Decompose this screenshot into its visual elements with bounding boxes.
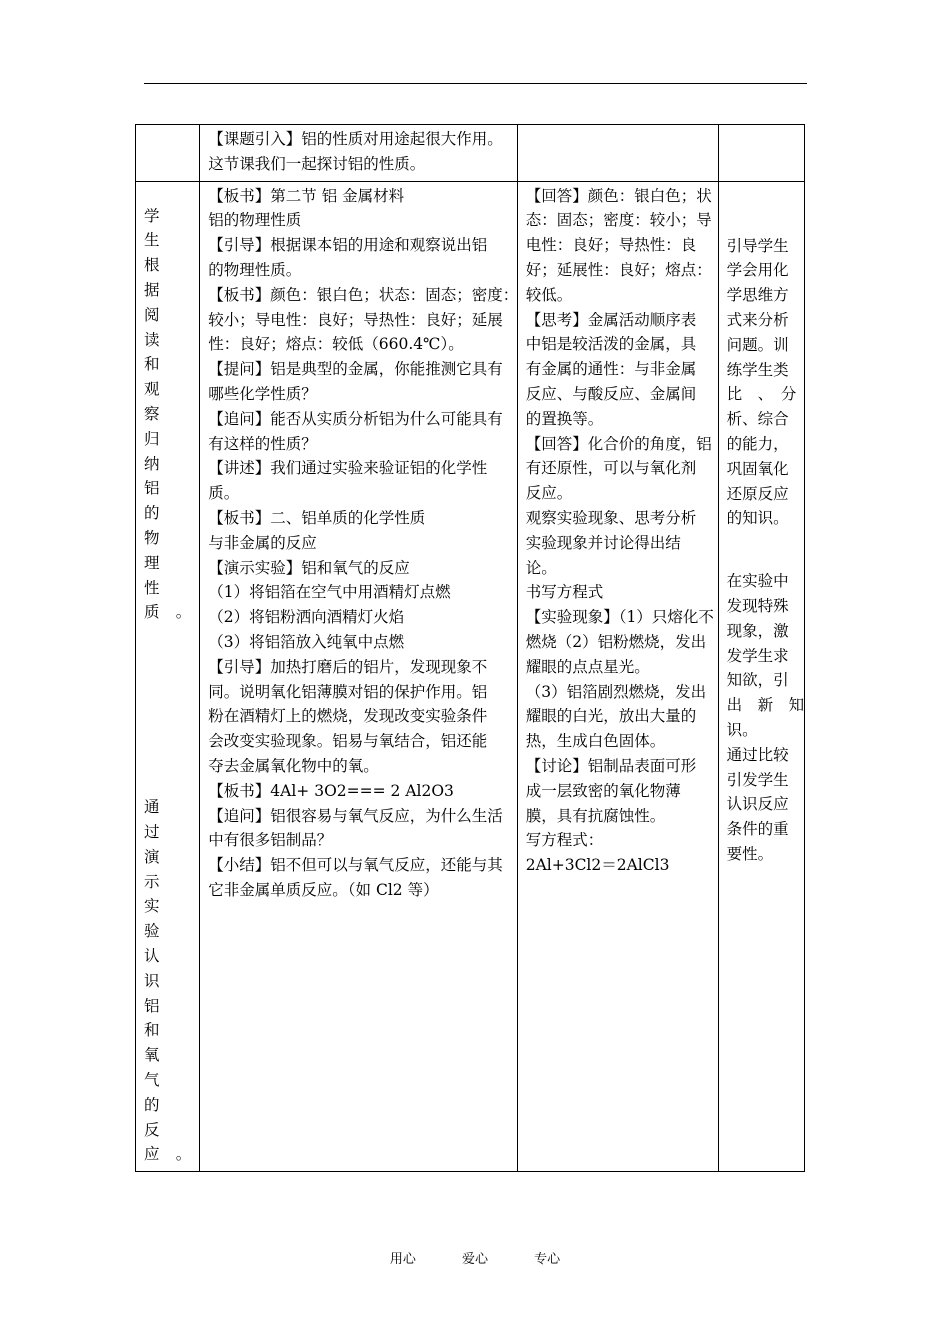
text-line: 认 识 — [144, 946, 191, 990]
text-line: 引发学生 — [726, 770, 789, 789]
text-line: 观察实验现象、思考分析 — [525, 508, 697, 527]
text-line: （1）将铝箔在空气中用酒精灯点燃 — [208, 583, 451, 602]
text-line: 应。 — [144, 1145, 192, 1164]
text-line: 出 新 知 — [726, 696, 805, 715]
text-line: 【板书】颜色：银白色；状态：固态；密度： — [208, 285, 519, 304]
text-line: 通过比较 — [726, 745, 789, 764]
text-line: 夺去金属氧化物中的氧。 — [208, 756, 379, 775]
text-line: 的 反 — [144, 1095, 191, 1139]
footer-text: 用心 — [389, 1252, 416, 1267]
text-line: （2）将铝粉洒向酒精灯火焰 — [208, 608, 405, 627]
text-line: 条件的重 — [726, 820, 789, 839]
text-line: 【引导】根据课本铝的用途和观察说出铝 — [208, 236, 488, 255]
student-activity-text — [525, 184, 714, 878]
goal-text-physical — [144, 204, 191, 626]
text-line: 【讲述】我们通过实验来验证铝的化学性 — [208, 459, 488, 478]
text-line: 练学生类 — [726, 360, 789, 379]
text-line: 质。 — [208, 484, 240, 503]
text-line: 【演示实验】铝和氧气的反应 — [208, 558, 410, 577]
table-row — [136, 181, 805, 1172]
text-line: 【追问】铝很容易与氧气反应，为什么生活 — [208, 806, 503, 825]
design-intent-text-1 — [727, 234, 796, 532]
text-line: 【回答】颜色：银白色；状 — [525, 186, 712, 205]
text-line: 【板书】第二节 铝 金属材料 — [208, 186, 405, 205]
text-line: 实 验 — [144, 897, 191, 941]
text-line: 理 性 — [144, 553, 191, 597]
text-line: 学思维方 — [726, 286, 789, 305]
text-line: 中铝是较活泼的金属，具 — [525, 335, 697, 354]
text-line: 态：固态；密度：较小；导 — [525, 211, 712, 230]
text-line: 膜，具有抗腐蚀性。 — [525, 806, 666, 825]
goal-cell — [136, 125, 200, 182]
text-line: 引导学生 — [726, 236, 789, 255]
text-line: 知欲，引 — [726, 671, 789, 690]
text-line: 铝的物理性质 — [208, 211, 302, 230]
teacher-activity-text — [208, 127, 508, 177]
text-line: 的能力， — [726, 434, 789, 453]
text-line: 识。 — [726, 720, 758, 739]
page-footer — [0, 1248, 950, 1267]
text-line: 书写方程式 — [525, 583, 604, 602]
text-line: 演 示 — [144, 847, 191, 891]
text-line: 和 观 — [144, 355, 191, 399]
footer-text: 爱心 — [461, 1252, 488, 1267]
text-line: 耀眼的点点星光。 — [525, 657, 650, 676]
text-line: 【实验现象】（1）只熔化不 — [525, 608, 714, 627]
text-line: 【思考】金属活动顺序表 — [525, 310, 697, 329]
text-line: 耀眼的白光，放出大量的 — [525, 707, 697, 726]
text-line: 中有很多铝制品？ — [208, 831, 333, 850]
text-line: 式来分析 — [726, 310, 789, 329]
text-line: 【讨论】铝制品表面可形 — [525, 756, 697, 775]
text-line: 2Al+3Cl2＝2AlCl3 — [525, 856, 670, 875]
text-line: 纳 铝 — [144, 454, 191, 498]
text-line: 质。 — [144, 603, 192, 622]
text-line: 【板书】4Al+ 3O2=== 2 Al2O3 — [208, 781, 454, 800]
text-line: 还原反应 — [726, 484, 789, 503]
text-line: 析、综合 — [726, 410, 789, 429]
text-line: 【课题引入】铝的性质对用途起很大作用。 — [208, 130, 503, 148]
goal-text-oxygen — [144, 795, 191, 1167]
text-line: 与非金属的反应 — [208, 533, 317, 552]
text-line: 根 据 — [144, 256, 191, 299]
text-line: 较小；导电性：良好；导热性：良好；延展 — [208, 310, 503, 329]
text-line: 性：良好；熔点：较低（660.4℃）。 — [208, 335, 464, 354]
text-line: 它非金属单质反应。（如 Cl2 等） — [208, 880, 439, 899]
text-line: 【提问】铝是典型的金属，你能推测它具有 — [208, 360, 503, 379]
design-intent-cell — [718, 125, 804, 182]
text-line: 发现特殊 — [726, 596, 789, 615]
design-intent-cell — [718, 181, 804, 1172]
text-line: 有金属的通性：与非金属 — [525, 360, 697, 379]
teacher-activity-cell — [200, 125, 517, 182]
text-line: 成一层致密的氧化物薄 — [525, 781, 681, 800]
text-line: 反应。 — [525, 484, 573, 503]
text-line: 这节课我们一起探讨铝的性质。 — [208, 154, 426, 173]
text-line: 【追问】能否从实质分析铝为什么可能具有 — [208, 409, 503, 428]
text-line: 有还原性，可以与氧化剂 — [525, 459, 697, 478]
text-line: 【板书】二、铝单质的化学性质 — [208, 508, 426, 527]
text-line: 实验现象并讨论得出结 — [525, 533, 681, 552]
text-line: 通 过 — [144, 798, 191, 841]
text-line: 要性。 — [726, 844, 774, 863]
text-line: 哪些化学性质？ — [208, 384, 317, 403]
student-activity-cell — [517, 125, 718, 182]
text-line: 【回答】化合价的角度，铝 — [525, 434, 712, 453]
text-line: 【引导】加热打磨后的铝片，发现现象不 — [208, 657, 488, 676]
text-line: 学会用化 — [726, 261, 789, 280]
text-line: 热，生成白色固体。 — [525, 732, 666, 751]
student-activity-cell — [517, 181, 718, 1172]
table-row — [136, 125, 805, 182]
header-rule — [144, 83, 807, 84]
text-line: 写方程式： — [525, 831, 604, 850]
text-line: 认识反应 — [726, 795, 789, 814]
text-line: 反应、与酸反应、金属间 — [525, 384, 697, 403]
text-line: 巩固氧化 — [726, 459, 789, 478]
text-line: 论。 — [525, 558, 557, 577]
text-line: （3）将铝箔放入纯氧中点燃 — [208, 632, 405, 651]
text-line: 电性：良好；导热性：良 — [525, 236, 697, 255]
text-line: 粉在酒精灯上的燃烧，发现改变实验条件 — [208, 707, 488, 726]
text-line: 问题。训 — [726, 335, 789, 354]
text-line: 同。说明氧化铝薄膜对铝的保护作用。铝 — [208, 682, 488, 701]
text-line: 阅 读 — [144, 305, 191, 349]
lesson-table — [135, 124, 805, 1172]
text-line: 铝 和 — [144, 996, 191, 1040]
text-line: 比 、 分 — [726, 385, 797, 404]
teacher-activity-cell — [200, 181, 517, 1172]
text-line: 发学生求 — [726, 646, 789, 665]
text-line: 的置换等。 — [525, 409, 604, 428]
text-line: 氧 气 — [144, 1046, 191, 1089]
text-line: 的 物 — [144, 504, 191, 547]
text-line: （3）铝箔剧烈燃烧，发出 — [525, 682, 707, 701]
text-line: 的物理性质。 — [208, 260, 302, 279]
text-line: 较低。 — [525, 285, 573, 304]
text-line: 察 归 — [144, 404, 191, 448]
text-line: 好；延展性：良好；熔点： — [525, 260, 712, 279]
text-line: 在实验中 — [726, 572, 789, 591]
text-line: 【小结】铝不但可以与氧气反应，还能与其 — [208, 856, 503, 875]
text-line: 有这样的性质？ — [208, 434, 317, 453]
teacher-activity-text — [208, 184, 519, 903]
goal-cell — [136, 181, 200, 1172]
text-line: 的知识。 — [726, 509, 789, 528]
design-intent-text-2 — [726, 569, 805, 867]
text-line: 现象，激 — [726, 621, 789, 640]
text-line: 会改变实验现象。铝易与氧结合，铝还能 — [208, 732, 488, 751]
text-line: 燃烧（2）铝粉燃烧，发出 — [525, 632, 707, 651]
footer-text: 专心 — [534, 1252, 561, 1267]
text-line: 学 生 — [144, 206, 191, 250]
